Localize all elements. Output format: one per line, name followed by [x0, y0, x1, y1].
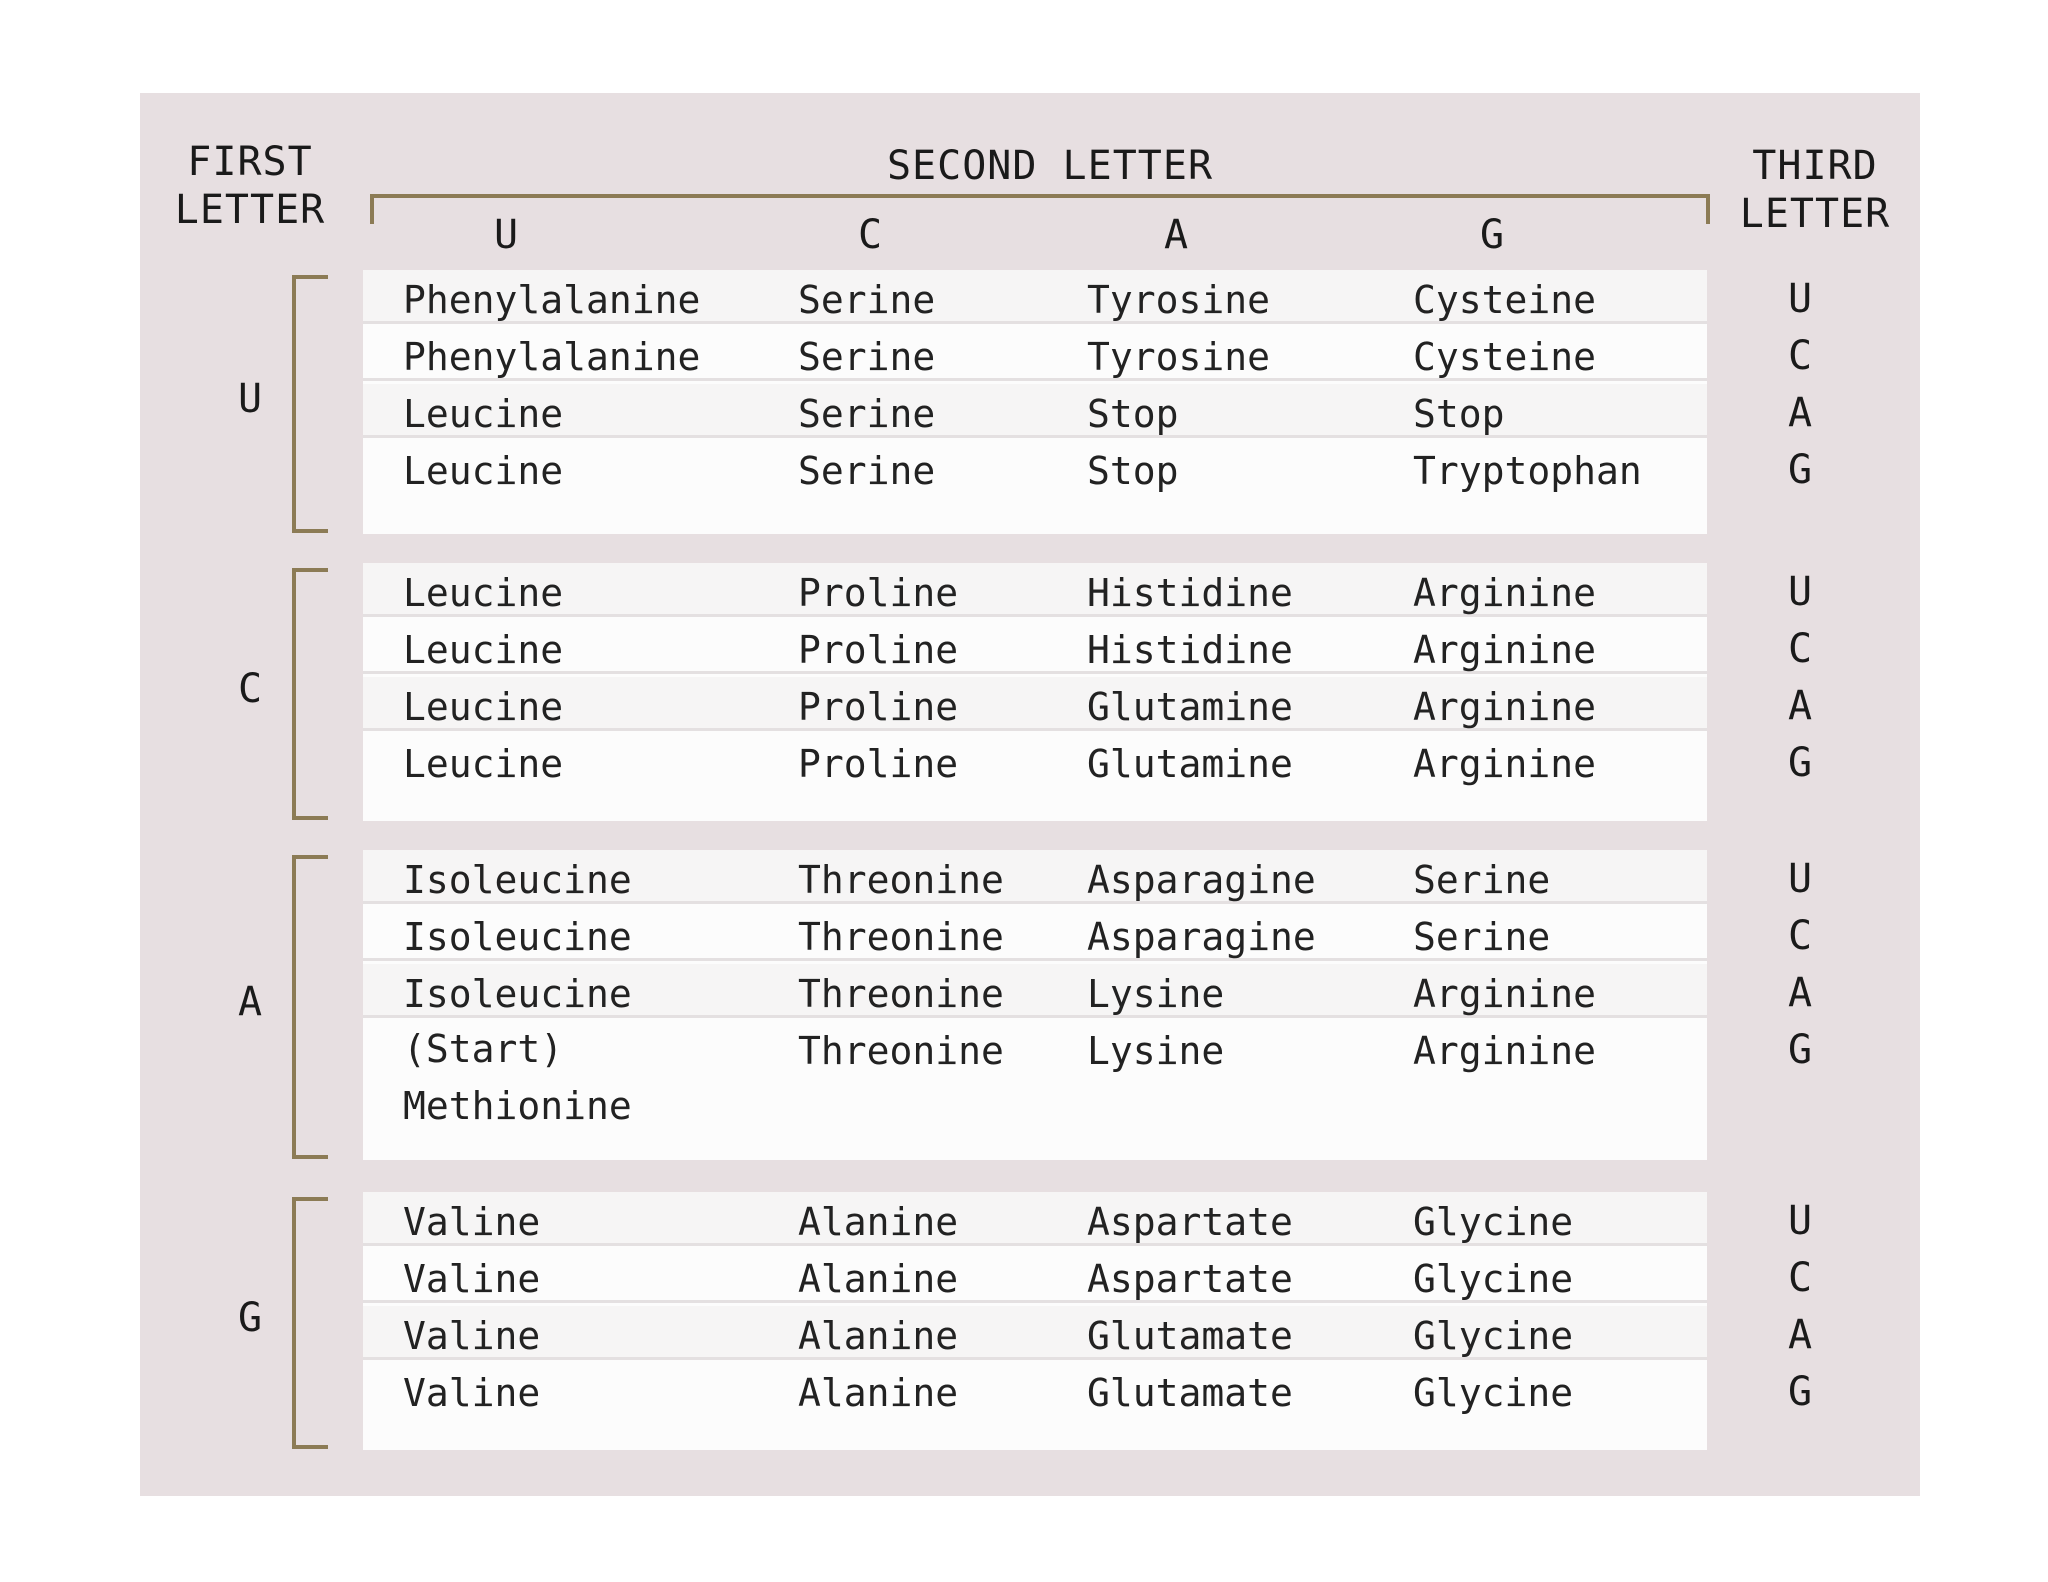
amino-acid-cell: Alanine [798, 1257, 959, 1301]
third-letter-label: A [1787, 1312, 1813, 1358]
amino-acid-cell: Leucine [403, 685, 564, 729]
third-letter-label: G [1787, 1369, 1813, 1415]
third-letter-label: U [1787, 569, 1813, 615]
amino-acid-cell: Aspartate [1087, 1257, 1293, 1301]
codon-row [363, 1021, 1707, 1128]
amino-acid-cell: Valine [403, 1257, 541, 1301]
amino-acid-cell: Stop [1087, 449, 1179, 493]
second-letter-g: G [1479, 212, 1505, 258]
first-letter-header [160, 138, 340, 234]
amino-acid-cell: Histidine [1087, 628, 1293, 672]
third-letter-label: G [1787, 1027, 1813, 1073]
codon-group [363, 850, 1707, 1160]
amino-acid-cell: Leucine [403, 449, 564, 493]
amino-acid-cell: Glutamine [1087, 685, 1293, 729]
amino-acid-cell: Arginine [1413, 685, 1597, 729]
amino-acid-cell: Lysine [1087, 1029, 1225, 1073]
amino-acid-cell: Leucine [403, 571, 564, 615]
third-letter-label: C [1787, 626, 1813, 672]
amino-acid-cell: Alanine [798, 1200, 959, 1244]
third-letter-label: U [1787, 856, 1813, 902]
first-letter-label: U [237, 376, 263, 422]
first-letter-bracket [292, 855, 328, 1159]
amino-acid-cell: Arginine [1413, 628, 1597, 672]
third-letter-label: C [1787, 913, 1813, 959]
amino-acid-cell: Proline [798, 742, 959, 786]
amino-acid-cell: Leucine [403, 628, 564, 672]
codon-group [363, 1192, 1707, 1450]
codon-row [363, 1192, 1707, 1246]
amino-acid-cell: Glycine [1413, 1257, 1574, 1301]
amino-acid-cell: Glutamate [1087, 1371, 1293, 1415]
amino-acid-cell: Histidine [1087, 571, 1293, 615]
third-letter-label: G [1787, 740, 1813, 786]
second-letter-c: C [857, 212, 883, 258]
third-letter-label: G [1787, 447, 1813, 493]
amino-acid-cell: Threonine [798, 972, 1004, 1016]
amino-acid-cell: Glycine [1413, 1200, 1574, 1244]
amino-acid-cell: Valine [403, 1314, 541, 1358]
codon-row [363, 384, 1707, 438]
amino-acid-cell: Arginine [1413, 742, 1597, 786]
codon-row [363, 620, 1707, 674]
amino-acid-cell: Glycine [1413, 1371, 1574, 1415]
amino-acid-cell: Serine [1413, 915, 1551, 959]
amino-acid-cell: Tyrosine [1087, 278, 1271, 322]
third-letter-label: C [1787, 333, 1813, 379]
amino-acid-cell: Asparagine [1087, 915, 1316, 959]
amino-acid-cell: Serine [798, 278, 936, 322]
amino-acid-cell: Proline [798, 571, 959, 615]
codon-group [363, 563, 1707, 821]
codon-row [363, 1306, 1707, 1360]
amino-acid-cell: Isoleucine [403, 972, 632, 1016]
first-letter-header-line1: FIRST [187, 139, 313, 185]
amino-acid-cell: (Start) Methionine [403, 1027, 632, 1128]
amino-acid-cell: Serine [798, 449, 936, 493]
amino-acid-cell: Arginine [1413, 972, 1597, 1016]
third-letter-label: C [1787, 1255, 1813, 1301]
amino-acid-cell: Serine [798, 335, 936, 379]
codon-row [363, 850, 1707, 904]
codon-row [363, 441, 1707, 495]
codon-row [363, 734, 1707, 788]
amino-acid-cell: Threonine [798, 915, 1004, 959]
amino-acid-cell: Tryptophan [1413, 449, 1642, 493]
amino-acid-cell: Lysine [1087, 972, 1225, 1016]
amino-acid-cell: Isoleucine [403, 915, 632, 959]
third-letter-header [1720, 142, 1910, 238]
first-letter-header-line2: LETTER [174, 187, 326, 233]
third-letter-label: U [1787, 1198, 1813, 1244]
codon-row [363, 964, 1707, 1018]
amino-acid-cell: Stop [1087, 392, 1179, 436]
amino-acid-cell: Stop [1413, 392, 1505, 436]
amino-acid-cell: Cysteine [1413, 335, 1597, 379]
second-letter-a: A [1163, 212, 1189, 258]
amino-acid-cell: Alanine [798, 1371, 959, 1415]
amino-acid-cell: Glutamate [1087, 1314, 1293, 1358]
first-letter-bracket [292, 275, 328, 533]
amino-acid-cell: Serine [798, 392, 936, 436]
second-letter-header: SECOND LETTER [886, 143, 1214, 189]
amino-acid-cell: Arginine [1413, 571, 1597, 615]
amino-acid-cell: Phenylalanine [403, 278, 701, 322]
codon-row [363, 907, 1707, 961]
amino-acid-cell: Isoleucine [403, 858, 632, 902]
amino-acid-cell: Tyrosine [1087, 335, 1271, 379]
third-letter-label: U [1787, 276, 1813, 322]
amino-acid-cell: Leucine [403, 392, 564, 436]
amino-acid-cell: Aspartate [1087, 1200, 1293, 1244]
first-letter-label: A [237, 979, 263, 1025]
amino-acid-cell: Serine [1413, 858, 1551, 902]
codon-row [363, 1249, 1707, 1303]
amino-acid-cell: Valine [403, 1200, 541, 1244]
first-letter-label: C [237, 666, 263, 712]
amino-acid-cell: Threonine [798, 1029, 1004, 1073]
amino-acid-cell: Leucine [403, 742, 564, 786]
amino-acid-cell: Cysteine [1413, 278, 1597, 322]
codon-row [363, 563, 1707, 617]
codon-row [363, 270, 1707, 324]
amino-acid-cell: Threonine [798, 858, 1004, 902]
amino-acid-cell: Valine [403, 1371, 541, 1415]
codon-group [363, 270, 1707, 534]
second-letter-u: U [493, 212, 519, 258]
amino-acid-cell: Proline [798, 685, 959, 729]
third-letter-header-line2: LETTER [1739, 191, 1891, 237]
first-letter-bracket [292, 568, 328, 820]
amino-acid-cell: Glutamine [1087, 742, 1293, 786]
first-letter-bracket [292, 1197, 328, 1449]
codon-row [363, 1363, 1707, 1417]
amino-acid-cell: Alanine [798, 1314, 959, 1358]
third-letter-label: A [1787, 390, 1813, 436]
amino-acid-cell: Phenylalanine [403, 335, 701, 379]
amino-acid-cell: Arginine [1413, 1029, 1597, 1073]
third-letter-label: A [1787, 683, 1813, 729]
codon-row [363, 677, 1707, 731]
first-letter-label: G [237, 1295, 263, 1341]
amino-acid-cell: Asparagine [1087, 858, 1316, 902]
amino-acid-cell: Proline [798, 628, 959, 672]
codon-row [363, 327, 1707, 381]
third-letter-header-line1: THIRD [1752, 143, 1878, 189]
amino-acid-cell: Glycine [1413, 1314, 1574, 1358]
third-letter-label: A [1787, 970, 1813, 1016]
